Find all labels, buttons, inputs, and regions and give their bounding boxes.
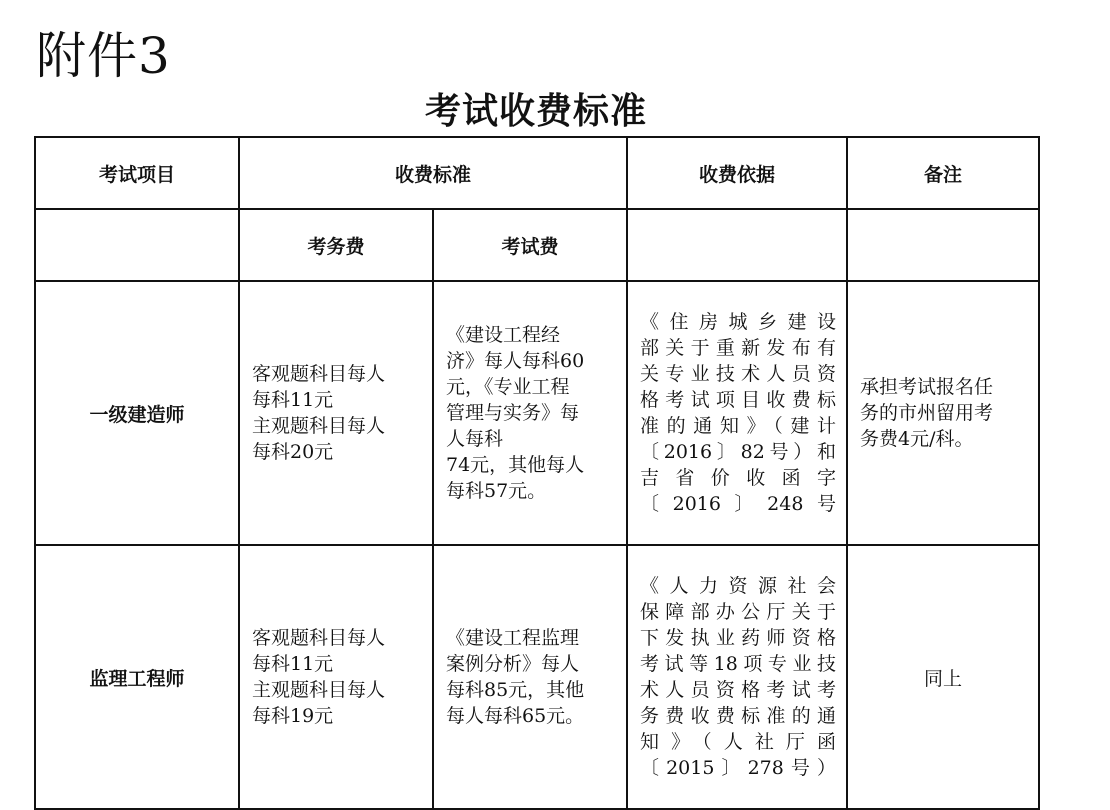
attachment-label: 附件3 xyxy=(36,27,171,85)
exam-item-cell: 监理工程师 xyxy=(35,545,239,809)
header-remarks: 备注 xyxy=(847,137,1039,209)
remarks-text: 承担考试报名任 务的市州留用考 务费4元/科。 xyxy=(860,376,994,450)
fee-basis-text: 《住房城乡建设 部关于重新发布有 关专业技术人员资 格考试项目收费标 准的通知》（建计 〔2016〕82号）和 吉省价收函字 〔2016〕248号 xyxy=(640,311,837,515)
fee-basis-text: 《人力资源社会 保障部办公厅关于 下发执业药师资格 考试等18项专业技 术人员资格考试考 务费收费标准的通 知》（人社厅函 〔2015〕278号） xyxy=(640,575,837,779)
exam-fee-cell xyxy=(433,281,627,545)
subheader-empty-cell xyxy=(35,209,239,281)
header-exam-item: 考试项目 xyxy=(35,137,239,209)
document-title: 考试收费标准 xyxy=(424,91,647,132)
affairs-fee-text: 客观题科目每人 每科11元 主观题科目每人 每科20元 xyxy=(252,363,386,463)
table-header-row xyxy=(35,137,1039,209)
subheader-exam-fee: 考试费 xyxy=(433,209,627,281)
subheader-empty-cell xyxy=(847,209,1039,281)
exam-fee-text: 《建设工程经 济》每人每科60 元，《专业工程 管理与实务》每 人每科 74元，其他每人 每科57元。 xyxy=(446,324,585,502)
table-row xyxy=(35,545,1039,809)
exam-fee-cell xyxy=(433,545,627,809)
fee-standard-table xyxy=(34,136,1040,810)
table-row xyxy=(35,281,1039,545)
fee-basis-cell xyxy=(627,545,847,809)
table-subheader-row xyxy=(35,209,1039,281)
remarks-cell: 同上 xyxy=(847,545,1039,809)
exam-fee-text: 《建设工程监理 案例分析》每人 每科85元，其他 每人每科65元。 xyxy=(446,627,585,727)
affairs-fee-cell xyxy=(239,545,433,809)
remarks-cell xyxy=(847,281,1039,545)
affairs-fee-text: 客观题科目每人 每科11元 主观题科目每人 每科19元 xyxy=(252,627,386,727)
subheader-empty-cell xyxy=(627,209,847,281)
fee-basis-cell xyxy=(627,281,847,545)
header-fee-standard: 收费标准 xyxy=(239,137,627,209)
header-fee-basis: 收费依据 xyxy=(627,137,847,209)
affairs-fee-cell xyxy=(239,281,433,545)
exam-item-cell: 一级建造师 xyxy=(35,281,239,545)
subheader-affairs-fee: 考务费 xyxy=(239,209,433,281)
